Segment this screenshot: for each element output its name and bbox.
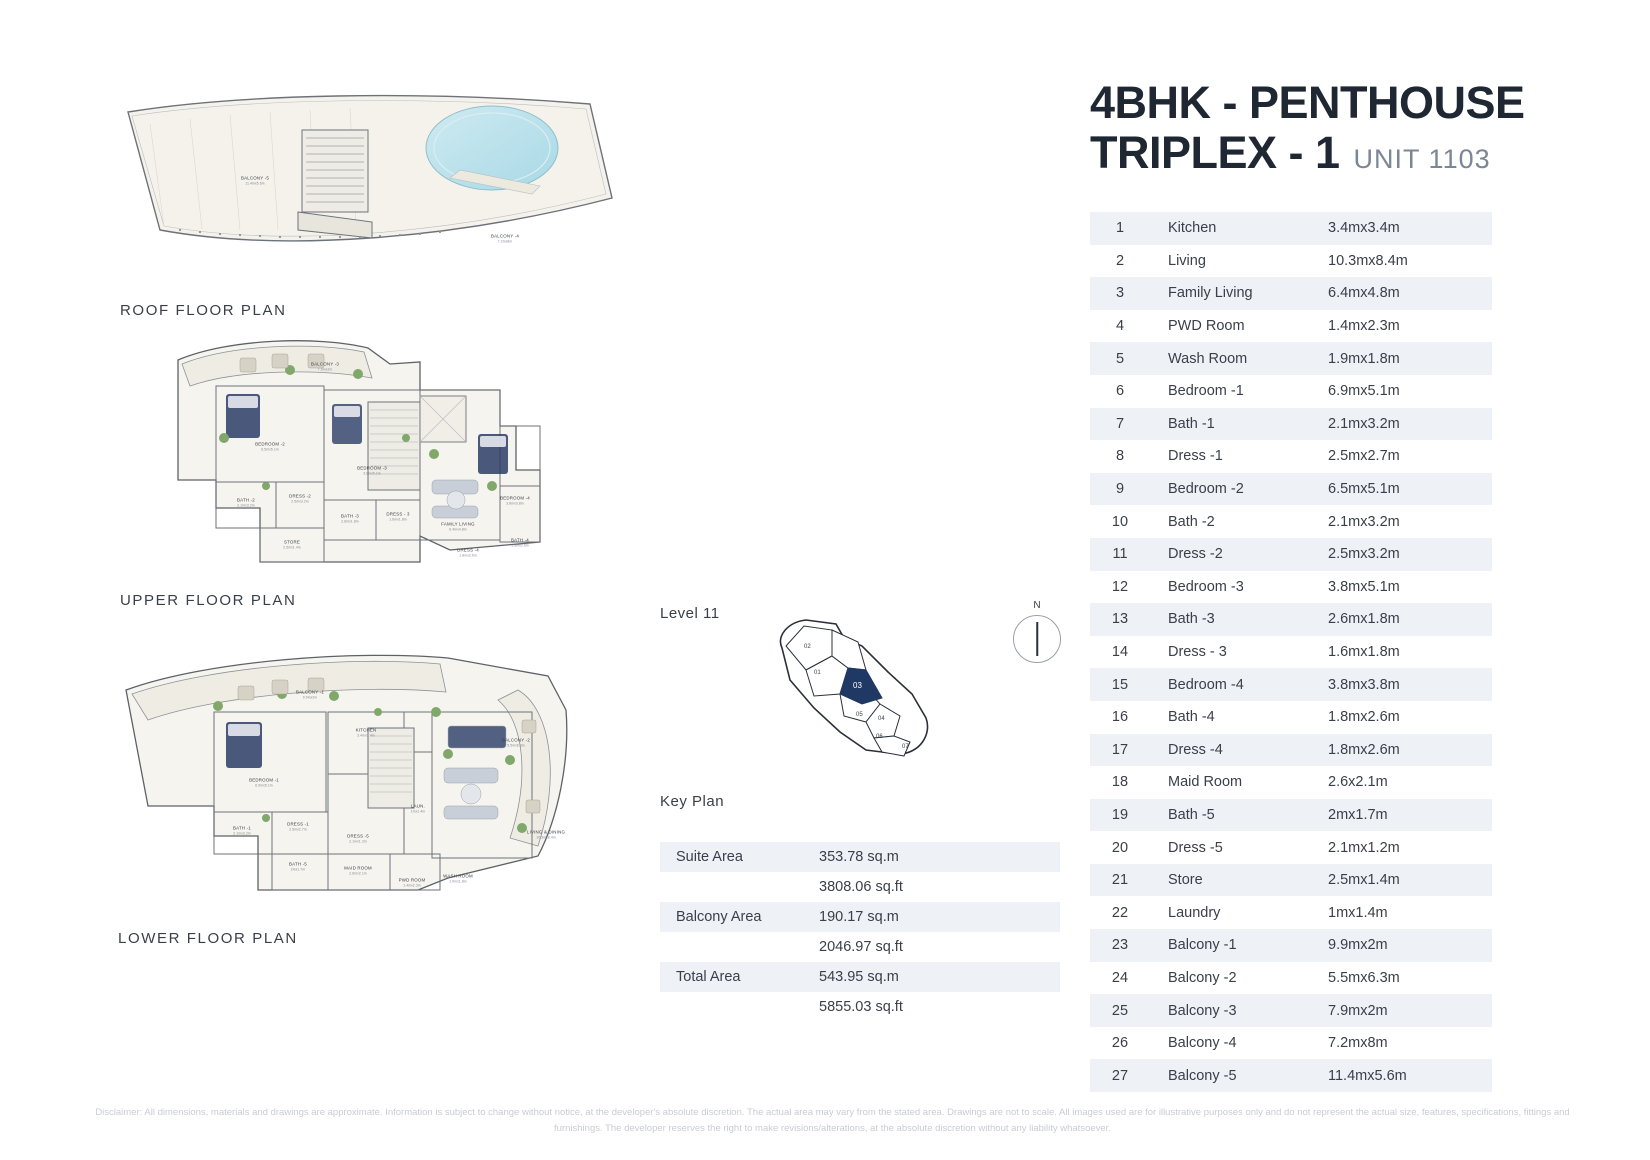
schedule-number: 21 <box>1111 872 1129 889</box>
area-key: Balcony Area <box>676 909 762 925</box>
area-value: 353.78 sq.m <box>819 849 899 865</box>
schedule-number: 26 <box>1111 1035 1129 1052</box>
schedule-room-name: Bedroom -1 <box>1168 383 1244 400</box>
area-value: 2046.97 sq.ft <box>819 939 903 955</box>
lower-label-bedroom-1: BEDROOM -1 6.9mx5.1m <box>249 777 279 787</box>
svg-text:02: 02 <box>804 644 811 650</box>
lower-label-dress-5: DRESS -5 2.1mx1.2m <box>347 833 369 843</box>
schedule-number: 22 <box>1111 904 1129 921</box>
schedule-number: 14 <box>1111 644 1129 661</box>
disclaimer-text: Disclaimer: All dimensions, materials and drawings are approximate. Information is subject to change without notice, at the developer's absolute discretion. The actual area may vary from the stated area. Drawings are not to scale. All images used are for illustrative purposes only and do not represent the actual size, features, specifications, fittings and furnishings. The developer reserves the right to make revisions/alterations, at the absolute discretion without any liability whatsoever. <box>95 1107 1570 1135</box>
compass-needle <box>1036 622 1038 656</box>
schedule-room-name: Kitchen <box>1168 220 1217 237</box>
schedule-dimension: 2.5mx1.4m <box>1328 872 1400 889</box>
schedule-row <box>1090 212 1492 245</box>
schedule-number: 13 <box>1111 611 1129 628</box>
schedule-row <box>1090 603 1492 636</box>
svg-text:07: 07 <box>902 744 909 750</box>
schedule-dimension: 1.6mx1.8m <box>1328 644 1400 661</box>
schedule-dimension: 7.9mx2m <box>1328 1002 1388 1019</box>
schedule-room-name: Living <box>1168 252 1206 269</box>
lower-label-wash-room: WASH ROOM 1.9mx1.8m <box>443 873 473 883</box>
schedule-dimension: 6.9mx5.1m <box>1328 383 1400 400</box>
schedule-row <box>1090 310 1492 343</box>
schedule-row <box>1090 375 1492 408</box>
schedule-room-name: Wash Room <box>1168 350 1248 367</box>
schedule-room-name: Bath -3 <box>1168 611 1215 628</box>
area-row <box>660 842 1060 872</box>
svg-text:05: 05 <box>856 712 863 718</box>
schedule-row <box>1090 962 1492 995</box>
lower-plan-caption: LOWER FLOOR PLAN <box>118 930 298 947</box>
schedule-number: 27 <box>1111 1067 1129 1084</box>
schedule-room-name: Dress -5 <box>1168 839 1223 856</box>
area-value: 543.95 sq.m <box>819 969 899 985</box>
schedule-number: 24 <box>1111 969 1129 986</box>
schedule-row <box>1090 636 1492 669</box>
upper-label-bath-3: BATH -3 2.6mx1.8m <box>341 513 359 523</box>
schedule-number: 11 <box>1112 546 1128 563</box>
schedule-room-name: Dress -2 <box>1168 546 1223 563</box>
roof-plan-svg <box>120 90 620 280</box>
schedule-number: 20 <box>1111 839 1129 856</box>
lower-label-bath-1: BATH -1 2.1mx3.2m <box>233 825 251 835</box>
schedule-room-name: Balcony -1 <box>1168 937 1237 954</box>
compass-icon <box>1013 600 1061 663</box>
schedule-room-name: Balcony -5 <box>1168 1067 1237 1084</box>
schedule-room-name: Bath -4 <box>1168 709 1215 726</box>
lower-label-living-dining: LIVING & DINING 10.3mx8.4m <box>526 829 566 839</box>
area-row <box>660 932 1060 962</box>
schedule-row <box>1090 408 1492 441</box>
upper-label-bedroom-2: BEDROOM -2 6.5mx5.1m <box>255 441 285 451</box>
lower-label-dress-1: DRESS -1 2.5mx2.7m <box>287 821 309 831</box>
schedule-room-name: Bath -1 <box>1168 415 1215 432</box>
schedule-row <box>1090 1059 1492 1092</box>
schedule-row <box>1090 766 1492 799</box>
schedule-room-name: Bath -2 <box>1168 513 1215 530</box>
roof-floor-plan <box>120 90 620 319</box>
schedule-row <box>1090 538 1492 571</box>
schedule-room-name: Store <box>1168 872 1203 889</box>
schedule-number: 10 <box>1111 513 1129 530</box>
schedule-number: 1 <box>1115 220 1125 237</box>
upper-label-dress-3: DRESS - 3 1.6mx1.8m <box>386 511 410 521</box>
schedule-dimension: 1.8mx2.6m <box>1328 741 1400 758</box>
schedule-number: 23 <box>1111 937 1129 954</box>
upper-plan-caption: UPPER FLOOR PLAN <box>120 592 297 609</box>
lower-plan-svg <box>118 650 588 900</box>
roof-plan-caption: ROOF FLOOR PLAN <box>120 302 287 319</box>
lower-label-maid-room: MAID ROOM 2.6mx2.1m <box>344 865 372 875</box>
area-summary-table <box>660 842 1060 1022</box>
upper-label-dress-4: DRESS -4 1.8mx2.6m <box>457 547 479 557</box>
schedule-dimension: 1.9mx1.8m <box>1328 350 1400 367</box>
roof-label-balcony-5: BALCONY -5 11.4mx5.6m <box>240 175 270 185</box>
upper-plan-drawing <box>120 330 590 570</box>
upper-label-family-living: FAMILY LIVING 6.4mx4.8m <box>441 521 475 531</box>
schedule-row <box>1090 929 1492 962</box>
schedule-row <box>1090 994 1492 1027</box>
upper-floor-plan <box>120 330 590 609</box>
schedule-dimension: 10.3mx8.4m <box>1328 252 1408 269</box>
schedule-number: 18 <box>1111 774 1129 791</box>
area-row <box>660 992 1060 1022</box>
schedule-row <box>1090 473 1492 506</box>
schedule-row <box>1090 342 1492 375</box>
schedule-number: 2 <box>1115 252 1125 269</box>
schedule-dimension: 3.8mx3.8m <box>1328 676 1400 693</box>
upper-plan-svg <box>120 330 590 570</box>
schedule-dimension: 9.9mx2m <box>1328 937 1388 954</box>
schedule-room-name: Family Living <box>1168 285 1253 302</box>
schedule-row <box>1090 440 1492 473</box>
upper-label-bath-2: BATH -2 2.1mx3.2m <box>237 497 255 507</box>
schedule-number: 12 <box>1111 578 1129 595</box>
schedule-row <box>1090 1027 1492 1060</box>
schedule-row <box>1090 864 1492 897</box>
schedule-dimension: 2.5mx3.2m <box>1328 546 1400 563</box>
roof-label-balcony-4: BALCONY -4 7.2mx8m <box>490 233 520 243</box>
upper-label-bedroom-4: BEDROOM -4 3.8mx3.8m <box>500 495 530 505</box>
area-row <box>660 962 1060 992</box>
area-value: 3808.06 sq.ft <box>819 879 903 895</box>
schedule-row <box>1090 245 1492 278</box>
lower-label-balcony-1: BALCONY -1 9.9mx2m <box>295 689 325 699</box>
unit-number: UNIT 1103 <box>1353 144 1491 175</box>
lower-floor-plan <box>118 650 588 947</box>
page-title <box>1090 78 1630 179</box>
schedule-room-name: Bath -5 <box>1168 806 1215 823</box>
lower-plan-drawing <box>118 650 588 900</box>
schedule-number: 19 <box>1111 806 1129 823</box>
schedule-room-name: Balcony -4 <box>1168 1035 1237 1052</box>
schedule-dimension: 1.8mx2.6m <box>1328 709 1400 726</box>
schedule-dimension: 3.8mx5.1m <box>1328 578 1400 595</box>
schedule-number: 17 <box>1111 741 1129 758</box>
upper-label-bedroom-3: BEDROOM -3 3.8mx5.1m <box>357 465 387 475</box>
schedule-room-name: Balcony -2 <box>1168 969 1237 986</box>
schedule-number: 6 <box>1115 383 1125 400</box>
schedule-number: 8 <box>1115 448 1125 465</box>
area-row <box>660 872 1060 902</box>
upper-label-dress-2: DRESS -2 2.5mx3.2m <box>289 493 311 503</box>
lower-label-balcony-2: BALCONY -2 5.5mx6.3m <box>501 737 531 747</box>
schedule-dimension: 2.6mx1.8m <box>1328 611 1400 628</box>
schedule-number: 5 <box>1115 350 1125 367</box>
schedule-number: 25 <box>1111 1002 1129 1019</box>
area-value: 5855.03 sq.ft <box>819 999 903 1015</box>
title-line-2: TRIPLEX - 1 <box>1090 127 1340 179</box>
schedule-room-name: Dress -4 <box>1168 741 1223 758</box>
schedule-row <box>1090 896 1492 929</box>
schedule-room-name: Bedroom -4 <box>1168 676 1244 693</box>
schedule-dimension: 2.6x2.1m <box>1328 774 1388 791</box>
schedule-dimension: 2.1mx3.2m <box>1328 513 1400 530</box>
upper-label-bath-4: BATH -4 1.8mx2.6m <box>511 537 529 547</box>
roof-plan-drawing <box>120 90 620 280</box>
schedule-dimension: 7.2mx8m <box>1328 1035 1388 1052</box>
lower-label-kitchen: KITCHEN 3.4mx3.4m <box>355 727 377 737</box>
schedule-row <box>1090 668 1492 701</box>
schedule-number: 3 <box>1115 285 1125 302</box>
schedule-room-name: Laundry <box>1168 904 1221 921</box>
svg-text:04: 04 <box>878 716 885 722</box>
schedule-dimension: 11.4mx5.6m <box>1328 1067 1407 1084</box>
schedule-row <box>1090 734 1492 767</box>
schedule-room-name: Dress -1 <box>1168 448 1223 465</box>
schedule-dimension: 6.5mx5.1m <box>1328 481 1400 498</box>
lower-label-bath-5: BATH -5 2mx1.7m <box>289 861 307 871</box>
schedule-row <box>1090 277 1492 310</box>
room-schedule-table <box>1090 212 1492 1092</box>
schedule-dimension: 2mx1.7m <box>1328 806 1388 823</box>
schedule-dimension: 1.4mx2.3m <box>1328 318 1400 335</box>
schedule-room-name: Bedroom -3 <box>1168 578 1244 595</box>
upper-label-store: STORE 2.5mx1.4m <box>283 539 301 549</box>
schedule-dimension: 5.5mx6.3m <box>1328 969 1400 986</box>
schedule-row <box>1090 799 1492 832</box>
lower-label-pwd-room: PWD ROOM 1.4mx2.3m <box>398 877 426 887</box>
schedule-room-name: Dress - 3 <box>1168 644 1227 661</box>
schedule-row <box>1090 831 1492 864</box>
key-plan-svg <box>770 612 950 772</box>
schedule-dimension: 2.1mx1.2m <box>1328 839 1400 856</box>
key-plan-diagram <box>770 612 950 772</box>
schedule-dimension: 2.5mx2.7m <box>1328 448 1400 465</box>
svg-text:06: 06 <box>876 734 883 740</box>
schedule-room-name: Balcony -3 <box>1168 1002 1237 1019</box>
schedule-number: 4 <box>1115 318 1125 335</box>
area-key: Total Area <box>676 969 741 985</box>
schedule-number: 16 <box>1111 709 1129 726</box>
svg-text:01: 01 <box>814 670 821 676</box>
schedule-row <box>1090 571 1492 604</box>
area-row <box>660 902 1060 932</box>
area-key: Suite Area <box>676 849 743 865</box>
level-label: Level 11 <box>660 605 720 622</box>
schedule-number: 7 <box>1115 415 1125 432</box>
schedule-room-name: Bedroom -2 <box>1168 481 1244 498</box>
schedule-room-name: Maid Room <box>1168 774 1243 791</box>
schedule-number: 15 <box>1111 676 1129 693</box>
key-plan-caption: Key Plan <box>660 793 725 810</box>
schedule-row <box>1090 505 1492 538</box>
upper-label-balcony-3: BALCONY -3 7.9mx2m <box>310 361 340 371</box>
schedule-room-name: PWD Room <box>1168 318 1245 335</box>
svg-text:03: 03 <box>853 681 862 690</box>
area-value: 190.17 sq.m <box>819 909 899 925</box>
lower-label-laundry: LAUN. 1mx1.4m <box>410 803 426 813</box>
title-line-1: 4BHK - PENTHOUSE <box>1090 77 1525 128</box>
schedule-dimension: 6.4mx4.8m <box>1328 285 1400 302</box>
schedule-number: 9 <box>1115 481 1125 498</box>
schedule-dimension: 1mx1.4m <box>1328 904 1388 921</box>
schedule-dimension: 3.4mx3.4m <box>1328 220 1400 237</box>
compass-north-label: N <box>1033 600 1041 611</box>
schedule-row <box>1090 701 1492 734</box>
schedule-dimension: 2.1mx3.2m <box>1328 415 1400 432</box>
